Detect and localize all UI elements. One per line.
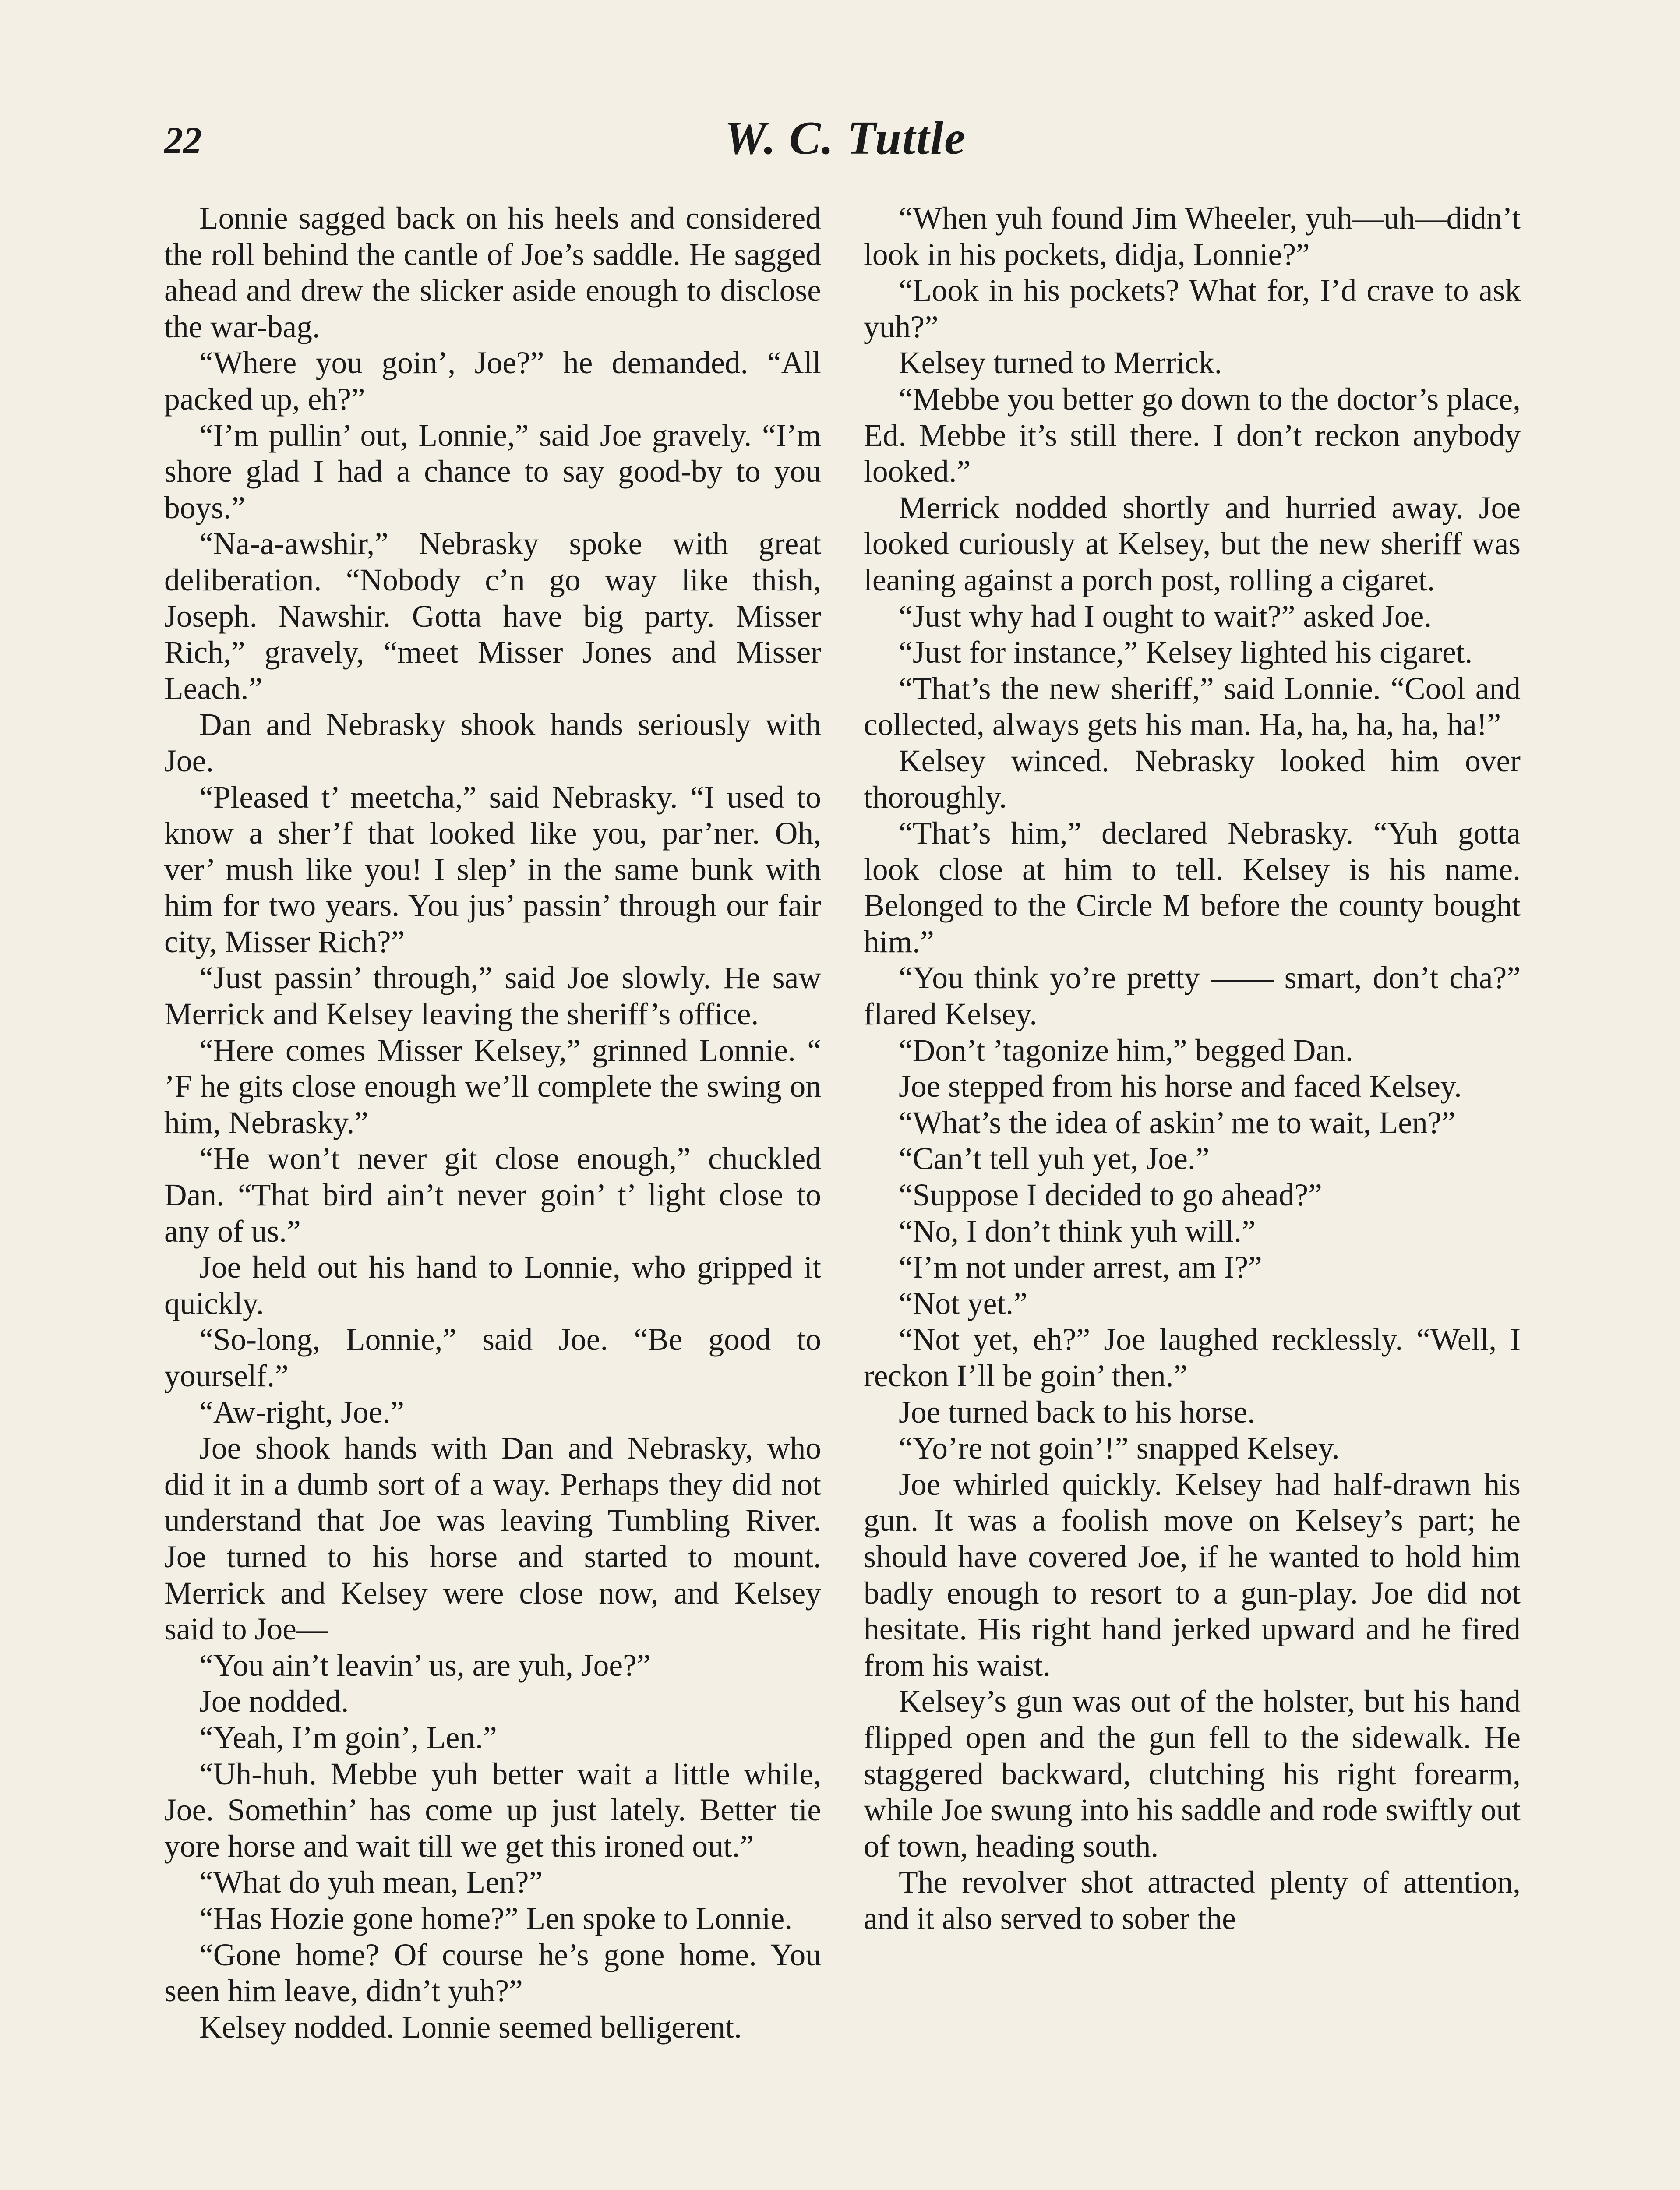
paragraph: Joe held out his hand to Lonnie, who gripped it quickly.	[164, 1250, 821, 1321]
paragraph: “Has Hozie gone home?” Len spoke to Lonnie.	[199, 1901, 793, 1936]
paragraph: Joe shook hands with Dan and Nebrasky, who did it in a dumb sort of a way. Perhaps they did not understand that Joe was leaving Tumbling River. Joe turned to his horse and started to mount. Merrick and Kelsey were close now, and Kelsey said to Joe—	[164, 1431, 821, 1647]
paragraph: Lonnie sagged back on his heels and considered the roll behind the cantle of Joe’s saddle. He sagged ahead and drew the slicker aside enough to disclose the war-bag.	[164, 201, 821, 344]
paragraph: “What do yuh mean, Len?”	[199, 1865, 543, 1900]
paragraph: Kelsey nodded. Lonnie seemed belligerent.	[199, 2010, 742, 2045]
page-number: 22	[164, 119, 202, 161]
paragraph: “Can’t tell yuh yet, Joe.”	[899, 1141, 1210, 1176]
paragraph: “So-long, Lonnie,” said Joe. “Be good to yourself.”	[164, 1322, 821, 1393]
paragraph: “That’s him,” declared Nebrasky. “Yuh gotta look close at him to tell. Kelsey is his name. Belonged to the Circle M before the county bought him.”	[864, 816, 1521, 959]
paragraph: “Na-a-awshir,” Nebrasky spoke with great deliberation. “Nobody c’n go way like thish, Joseph. Nawshir. Gotta have big party. Misser Rich,” gravely, “meet Misser Jones and Misser Leach.”	[164, 526, 821, 706]
paragraph: “When yuh found Jim Wheeler, yuh—uh—didn’t look in his pockets, didja, Lonnie?”	[864, 201, 1521, 272]
paragraph: “Don’t ’tagonize him,” begged Dan.	[899, 1033, 1353, 1068]
paragraph: “What’s the idea of askin’ me to wait, Len?”	[899, 1105, 1456, 1140]
paragraph: “I’m not under arrest, am I?”	[899, 1250, 1262, 1285]
paragraph: “He won’t never git close enough,” chuckled Dan. “That bird ain’t never goin’ t’ light close to any of us.”	[164, 1141, 821, 1249]
paragraph: “Look in his pockets? What for, I’d crave to ask yuh?”	[864, 273, 1521, 344]
paragraph: Joe stepped from his horse and faced Kelsey.	[899, 1069, 1462, 1104]
paragraph: “Suppose I decided to go ahead?”	[899, 1178, 1322, 1213]
page-header	[164, 105, 1526, 180]
paragraph: “Uh-huh. Mebbe yuh better wait a little while, Joe. Somethin’ has come up just lately. Better tie yore horse and wait till we get this ironed out.”	[164, 1756, 821, 1864]
paragraph: “Not yet, eh?” Joe laughed recklessly. “Well, I reckon I’ll be goin’ then.”	[864, 1322, 1521, 1393]
running-head-author: W. C. Tuttle	[724, 112, 967, 164]
paragraph: “Just why had I ought to wait?” asked Joe.	[899, 599, 1432, 634]
paragraph: “Just passin’ through,” said Joe slowly. He saw Merrick and Kelsey leaving the sheriff’s office.	[164, 961, 821, 1032]
paragraph: “Here comes Misser Kelsey,” grinned Lonnie. “ ’F he gits close enough we’ll complete the swing on him, Nebrasky.”	[164, 1033, 821, 1140]
paragraph: Joe whirled quickly. Kelsey had half-drawn his gun. It was a foolish move on Kelsey’s part; he should have covered Joe, if he wanted to hold him badly enough to resort to a gun-play. Joe did not hesitate. His right hand jerked upward and he fired from his waist.	[864, 1467, 1521, 1683]
paragraph: The revolver shot attracted plenty of attention, and it also served to sober the	[864, 1865, 1521, 1936]
paragraph: “I’m pullin’ out, Lonnie,” said Joe gravely. “I’m shore glad I had a chance to say good-by to you boys.”	[164, 418, 821, 525]
paragraph: “Yo’re not goin’!” snapped Kelsey.	[899, 1431, 1340, 1466]
text-column-right	[864, 201, 1521, 1937]
paragraph: Kelsey’s gun was out of the holster, but his hand flipped open and the gun fell to the sidewalk. He staggered backward, clutching his right forearm, while Joe swung into his saddle and rode swiftly out of town, heading south.	[864, 1684, 1521, 1864]
paragraph: Dan and Nebrasky shook hands seriously with Joe.	[164, 707, 821, 778]
paragraph: “No, I don’t think yuh will.”	[899, 1214, 1256, 1249]
paragraph: Joe turned back to his horse.	[899, 1395, 1256, 1430]
paragraph: “You ain’t leavin’ us, are yuh, Joe?”	[199, 1648, 651, 1683]
paragraph: “Yeah, I’m goin’, Len.”	[199, 1720, 497, 1755]
paragraph: “Just for instance,” Kelsey lighted his cigaret.	[899, 635, 1473, 670]
paragraph: “You think yo’re pretty —— smart, don’t cha?” flared Kelsey.	[864, 961, 1521, 1032]
paragraph: “Mebbe you better go down to the doctor’s place, Ed. Mebbe it’s still there. I don’t reckon anybody looked.”	[864, 381, 1521, 489]
paragraph: “Aw-right, Joe.”	[199, 1395, 404, 1430]
paragraph: “Not yet.”	[899, 1286, 1027, 1321]
text-column-left	[164, 201, 821, 2045]
paragraph: Joe nodded.	[199, 1684, 349, 1719]
paragraph: Merrick nodded shortly and hurried away. Joe looked curiously at Kelsey, but the new sheriff was leaning against a porch post, rolling a cigaret.	[864, 490, 1521, 597]
paragraph: “Where you goin’, Joe?” he demanded. “All packed up, eh?”	[164, 346, 821, 417]
paragraph: “Pleased t’ meetcha,” said Nebrasky. “I used to know a sher’f that looked like you, par’ner. Oh, ver’ mush like you! I slep’ in the same bunk with him for two years. You jus’ passin’ through our fair city, Misser Rich?”	[164, 780, 821, 959]
paragraph: Kelsey winced. Nebrasky looked him over thoroughly.	[864, 743, 1521, 815]
paragraph: Kelsey turned to Merrick.	[899, 346, 1222, 381]
paragraph: “That’s the new sheriff,” said Lonnie. “Cool and collected, always gets his man. Ha, ha, ha, ha, ha!”	[864, 671, 1521, 742]
paragraph: “Gone home? Of course he’s gone home. You seen him leave, didn’t yuh?”	[164, 1937, 821, 2009]
